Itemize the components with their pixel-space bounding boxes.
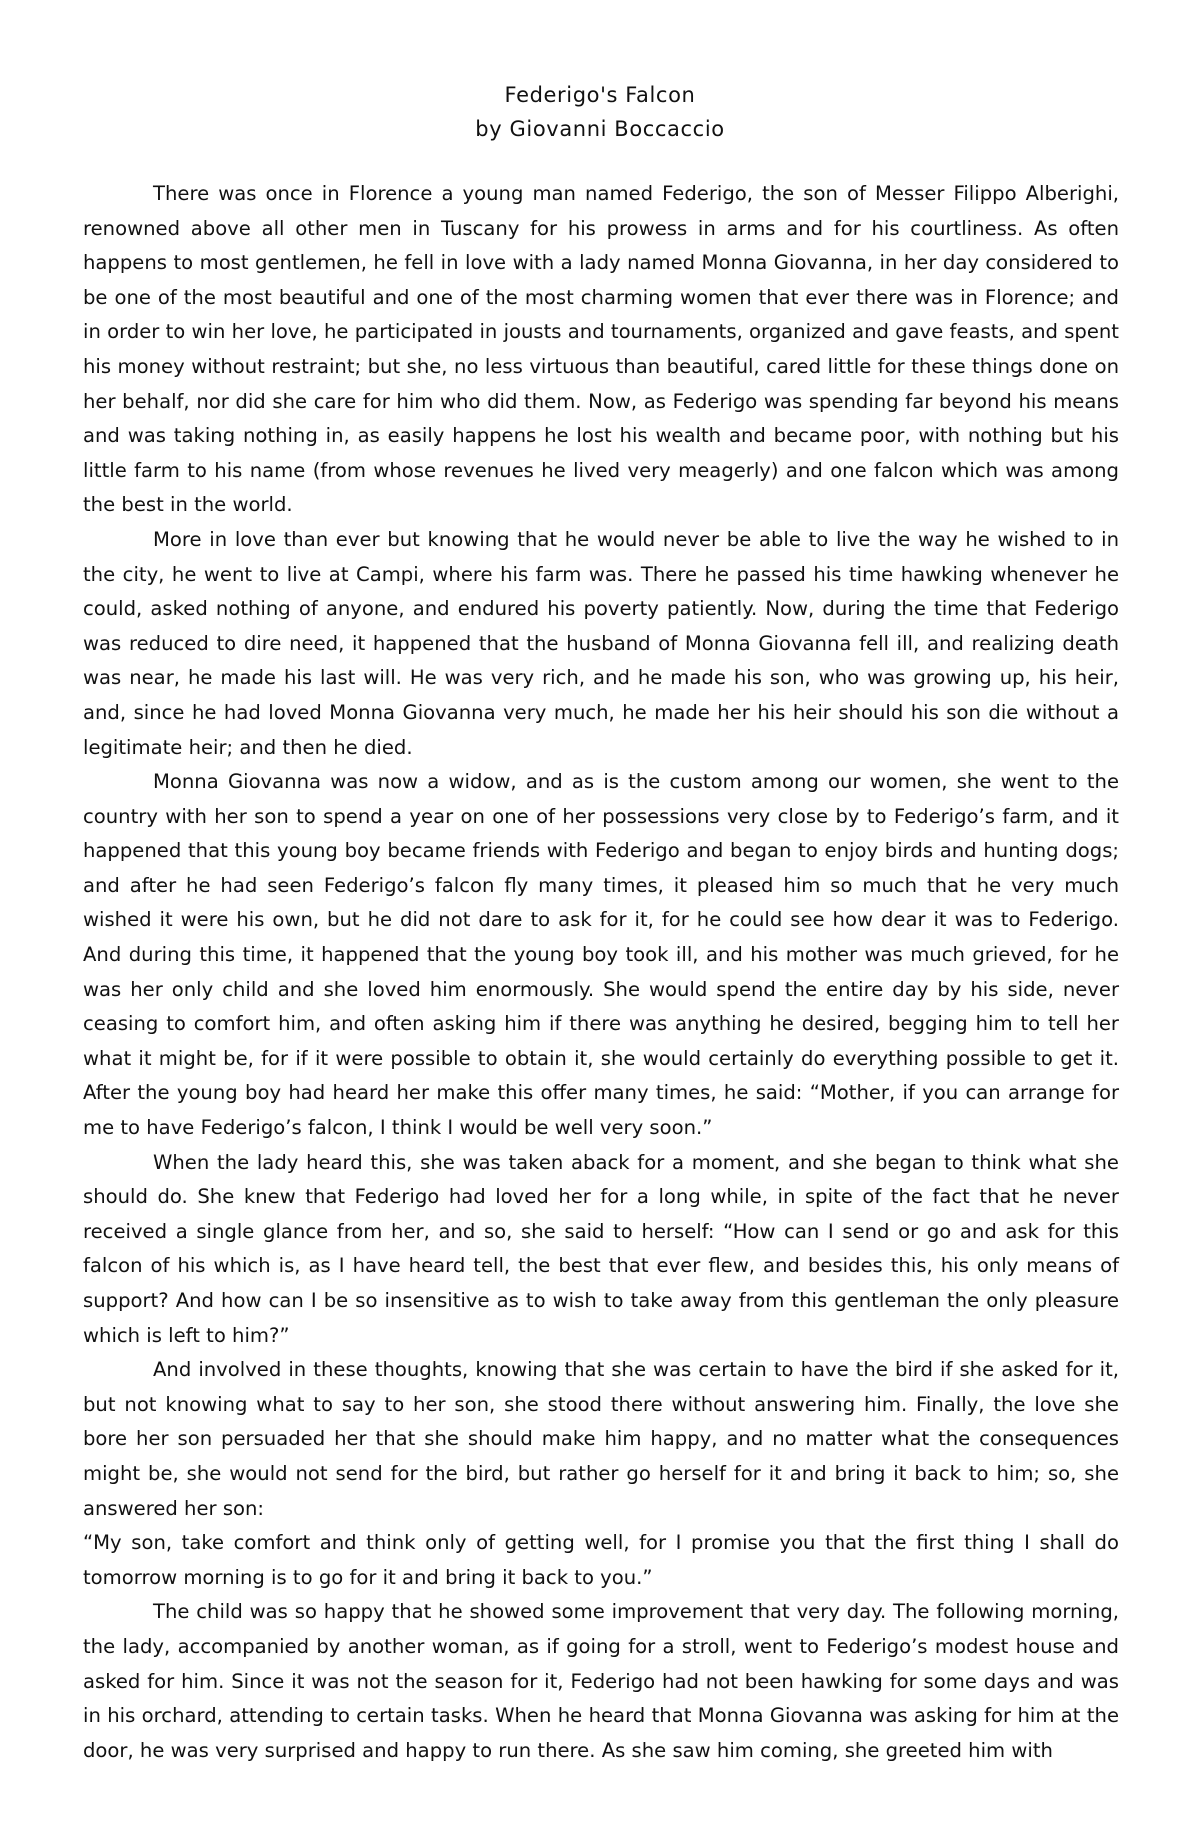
paragraph: More in love than ever but knowing that he would never be able to live the way he wished to in the city, he went to live at Campi, where his farm was. There he passed his time hawking whenever he could, asked nothing of anyone, and endured his poverty patiently. Now, during the time that Federigo was reduced to dire need, it happened that the husband of Monna Giovanna fell ill, and realizing death was near, he made his last will. He was very rich, and he made his son, who was growing up, his heir, and, since he had loved Monna Giovanna very much, he made her his heir should his son die without a legitimate heir; and then he died. [83, 527, 1119, 759]
document-header [0, 78, 1200, 146]
document-body [83, 177, 1119, 1768]
document-author: by Giovanni Boccaccio [475, 117, 725, 141]
paragraph: “My son, take comfort and think only of getting well, for I promise you that the first thing I shall do tomorrow morning is to go for it and bring it back to you.” [83, 1531, 1119, 1589]
paragraph: And involved in these thoughts, knowing that she was certain to have the bird if she asked for it, but not knowing what to say to her son, she stood there without answering him. Finally, the love she bore her son persuaded her that she should make him happy, and no matter what the consequences might be, she would not send for the bird, but rather go herself for it and bring it back to him; so, she answered her son: [83, 1358, 1119, 1520]
document-title: Federigo's Falcon [504, 83, 696, 107]
paragraph: Monna Giovanna was now a widow, and as is the custom among our women, she went to the country with her son to spend a year on one of her possessions very close by to Federigo’s farm, and it happened that this young boy became friends with Federigo and began to enjoy birds and hunting dogs; and after he had seen Federigo’s falcon fly many times, it pleased him so much that he very much wished it were his own, but he did not dare to ask for it, for he could see how dear it was to Federigo. And during this time, it happened that the young boy took ill, and his mother was much grieved, for he was her only child and she loved him enormously. She would spend the entire day by his side, never ceasing to comfort him, and often asking him if there was anything he desired, begging him to tell her what it might be, for if it were possible to obtain it, she would certainly do everything possible to get it. After the young boy had heard her make this offer many times, he said: “Mother, if you can arrange for me to have Federigo’s falcon, I think I would be well very soon.” [83, 770, 1119, 1140]
paragraph: There was once in Florence a young man named Federigo, the son of Messer Filippo Alberighi, renowned above all other men in Tuscany for his prowess in arms and for his courtliness. As often happens to most gentlemen, he fell in love with a lady named Monna Giovanna, in her day considered to be one of the most beautiful and one of the most charming women that ever there was in Florence; and in order to win her love, he participated in jousts and tournaments, organized and gave feasts, and spent his money without restraint; but she, no less virtuous than beautiful, cared little for these things done on her behalf, nor did she care for him who did them. Now, as Federigo was spending far beyond his means and was taking nothing in, as easily happens he lost his wealth and became poor, with nothing but his little farm to his name (from whose revenues he lived very meagerly) and one falcon which was among the best in the world. [83, 182, 1119, 517]
paragraph: The child was so happy that he showed some improvement that very day. The following morning, the lady, accompanied by another woman, as if going for a stroll, went to Federigo’s modest house and asked for him. Since it was not the season for it, Federigo had not been hawking for some days and was in his orchard, attending to certain tasks. When he heard that Monna Giovanna was asking for him at the door, he was very surprised and happy to run there. As she saw him coming, she greeted him with [83, 1600, 1119, 1762]
paragraph: When the lady heard this, she was taken aback for a moment, and she began to think what she should do. She knew that Federigo had loved her for a long while, in spite of the fact that he never received a single glance from her, and so, she said to herself: “How can I send or go and ask for this falcon of his which is, as I have heard tell, the best that ever flew, and besides this, his only means of support? And how can I be so insensitive as to wish to take away from this gentleman the only pleasure which is left to him?” [83, 1150, 1119, 1347]
